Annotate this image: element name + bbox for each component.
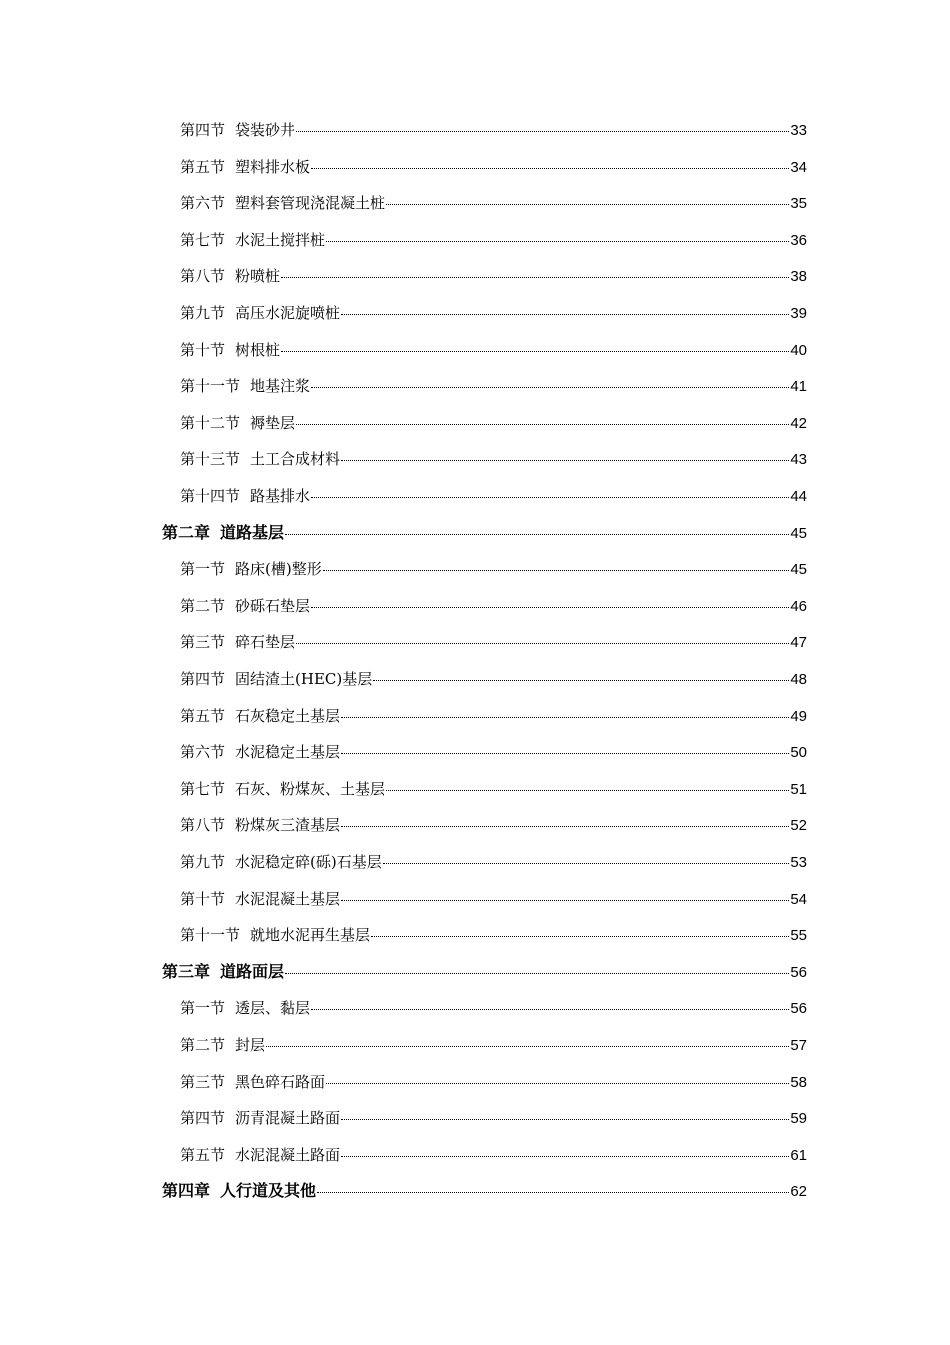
toc-entry-number: 第九节 — [180, 853, 226, 871]
toc-page-number: 44 — [790, 488, 807, 505]
toc-section-entry[interactable] — [180, 300, 807, 326]
toc-section-entry[interactable] — [180, 1105, 807, 1131]
toc-entry-number: 第十四节 — [180, 487, 241, 505]
toc-entry-title: 道路基层 — [220, 522, 285, 542]
toc-dot-leader — [311, 606, 789, 608]
toc-section-entry[interactable] — [180, 739, 807, 765]
toc-page-number: 40 — [790, 341, 807, 359]
toc-section-entry[interactable] — [180, 703, 807, 729]
toc-entry-number: 第一节 — [180, 999, 226, 1018]
toc-entry-number: 第五节 — [180, 706, 226, 725]
toc-entry-title: 人行道及其他 — [220, 1181, 317, 1201]
toc-section-entry[interactable] — [180, 849, 807, 875]
toc-section-entry[interactable] — [180, 373, 807, 399]
toc-section-entry[interactable] — [180, 886, 807, 912]
toc-entry-title: 石灰稳定土基层 — [235, 706, 341, 725]
toc-dot-leader — [326, 240, 789, 242]
toc-dot-leader — [386, 203, 789, 205]
toc-section-entry[interactable] — [180, 263, 807, 289]
toc-page-number: 34 — [790, 158, 807, 176]
toc-entry-title: 土工合成材料 — [250, 450, 341, 469]
toc-dot-leader — [341, 752, 789, 754]
toc-page-number: 39 — [790, 305, 807, 322]
toc-dot-leader — [311, 386, 789, 388]
toc-entry-number: 第十三节 — [180, 450, 241, 469]
toc-section-entry[interactable] — [180, 1069, 807, 1095]
toc-page-number: 35 — [790, 195, 807, 213]
toc-page-number: 50 — [790, 744, 807, 762]
toc-entry-number: 第六节 — [180, 743, 226, 762]
toc-dot-leader — [341, 899, 789, 901]
toc-dot-leader — [341, 1118, 789, 1120]
toc-dot-leader — [383, 862, 790, 864]
toc-entry-title: 就地水泥再生基层 — [250, 926, 371, 945]
toc-entry-number: 第七节 — [180, 779, 226, 798]
toc-dot-leader — [323, 569, 790, 571]
toc-entry-number: 第十节 — [180, 889, 226, 908]
toc-entry-number: 第八节 — [180, 267, 226, 286]
toc-entry-number: 第八节 — [180, 816, 226, 835]
toc-page-number: 36 — [790, 231, 807, 249]
toc-page-number: 54 — [790, 890, 807, 908]
toc-dot-leader — [296, 130, 789, 132]
toc-entry-title: 粉喷桩 — [235, 267, 281, 286]
toc-page-number: 49 — [790, 707, 807, 725]
toc-entry-number: 第四节 — [180, 121, 226, 139]
toc-page-number: 41 — [790, 378, 807, 396]
toc-entry-title: 树根桩 — [235, 340, 281, 359]
toc-entry-number: 第十二节 — [180, 413, 241, 432]
toc-dot-leader — [326, 1082, 789, 1084]
toc-page-number: 33 — [790, 122, 807, 139]
toc-page-number: 45 — [790, 524, 807, 542]
toc-dot-leader — [296, 423, 789, 425]
toc-entry-number: 第二节 — [180, 1036, 226, 1054]
toc-page-number: 53 — [790, 854, 807, 871]
toc-entry-number: 第四节 — [180, 670, 226, 688]
toc-entry-number: 第三节 — [180, 1072, 226, 1091]
toc-entry-title: 封层 — [235, 1036, 266, 1054]
toc-entry-title: 砂砾石垫层 — [235, 596, 311, 615]
toc-entry-title: 水泥混凝土基层 — [235, 889, 341, 908]
toc-dot-leader — [281, 350, 789, 352]
toc-page-number: 61 — [790, 1146, 807, 1164]
toc-section-entry[interactable] — [180, 995, 807, 1021]
toc-entry-title: 水泥混凝土路面 — [235, 1145, 341, 1164]
toc-section-entry[interactable] — [180, 1142, 807, 1168]
toc-page-number: 52 — [790, 817, 807, 835]
toc-dot-leader — [317, 1191, 789, 1193]
toc-entry-number: 第十节 — [180, 340, 226, 359]
toc-dot-leader — [341, 716, 789, 718]
toc-dot-leader — [341, 825, 789, 827]
toc-page-number: 56 — [790, 1000, 807, 1018]
toc-section-entry[interactable] — [180, 337, 807, 363]
toc-entry-title: 沥青混凝土路面 — [235, 1109, 341, 1128]
toc-entry-number: 第五节 — [180, 1145, 226, 1164]
toc-entry-number: 第五节 — [180, 157, 226, 176]
toc-section-entry[interactable] — [180, 410, 807, 436]
toc-section-entry[interactable] — [180, 1032, 807, 1058]
toc-section-entry[interactable] — [180, 666, 807, 692]
toc-entry-title: 路基排水 — [250, 487, 311, 505]
toc-entry-title: 粉煤灰三渣基层 — [235, 816, 341, 835]
toc-page-number: 56 — [790, 963, 807, 981]
toc-entry-title: 褥垫层 — [250, 413, 296, 432]
toc-page-number: 38 — [790, 268, 807, 286]
toc-section-entry[interactable] — [180, 812, 807, 838]
toc-entry-number: 第二章 — [162, 522, 211, 542]
toc-entry-number: 第十一节 — [180, 926, 241, 945]
toc-entry-title: 碎石垫层 — [235, 633, 296, 652]
toc-entry-title: 石灰、粉煤灰、土基层 — [235, 779, 386, 798]
toc-section-entry[interactable] — [180, 227, 807, 253]
toc-page-number: 51 — [790, 780, 807, 798]
toc-entry-title: 水泥稳定碎(砾)石基层 — [235, 853, 382, 871]
toc-entry-number: 第一节 — [180, 560, 226, 579]
toc-page-number: 62 — [790, 1183, 807, 1201]
toc-entry-number: 第二节 — [180, 596, 226, 615]
toc-entry-number: 第六节 — [180, 194, 226, 213]
toc-entry-title: 地基注浆 — [250, 377, 311, 396]
toc-dot-leader — [371, 935, 789, 937]
toc-dot-leader — [373, 679, 789, 681]
toc-dot-leader — [311, 496, 789, 498]
toc-entry-title: 高压水泥旋喷桩 — [235, 304, 341, 322]
toc-entry-title: 塑料套管现浇混凝土桩 — [235, 194, 386, 213]
toc-page-number: 48 — [790, 671, 807, 688]
toc-entry-title: 水泥稳定土基层 — [235, 743, 341, 762]
toc-entry-title: 袋装砂井 — [235, 121, 296, 139]
toc-entry-number: 第四章 — [162, 1181, 211, 1201]
toc-dot-leader — [386, 789, 789, 791]
toc-page-number: 58 — [790, 1073, 807, 1091]
toc-section-entry[interactable] — [180, 629, 807, 655]
toc-chapter-entry[interactable] — [162, 959, 807, 985]
toc-dot-leader — [311, 1008, 789, 1010]
toc-page-number: 59 — [790, 1110, 807, 1128]
toc-entry-title: 固结渣土(HEC)基层 — [235, 670, 373, 688]
toc-dot-leader — [285, 533, 789, 535]
toc-section-entry[interactable] — [180, 190, 807, 216]
toc-entry-number: 第七节 — [180, 230, 226, 249]
toc-entry-title: 黑色碎石路面 — [235, 1072, 326, 1091]
toc-section-entry[interactable] — [180, 593, 807, 619]
toc-dot-leader — [285, 972, 789, 974]
toc-page-number: 46 — [790, 597, 807, 615]
toc-entry-number: 第十一节 — [180, 377, 241, 396]
toc-page-number: 47 — [790, 634, 807, 652]
toc-entry-title: 路床(槽)整形 — [235, 560, 322, 579]
toc-section-entry[interactable] — [180, 154, 807, 180]
toc-entry-number: 第四节 — [180, 1109, 226, 1128]
toc-section-entry[interactable] — [180, 117, 807, 143]
toc-section-entry[interactable] — [180, 483, 807, 509]
toc-dot-leader — [311, 167, 789, 169]
toc-section-entry[interactable] — [180, 446, 807, 472]
toc-entry-number: 第九节 — [180, 304, 226, 322]
toc-chapter-entry[interactable] — [162, 520, 807, 546]
toc-dot-leader — [341, 313, 789, 315]
toc-dot-leader — [341, 1155, 789, 1157]
toc-section-entry[interactable] — [180, 776, 807, 802]
toc-dot-leader — [281, 276, 789, 278]
toc-dot-leader — [266, 1045, 789, 1047]
toc-entry-number: 第三节 — [180, 633, 226, 652]
toc-page-number: 57 — [790, 1037, 807, 1054]
toc-dot-leader — [341, 459, 789, 461]
toc-entry-title: 水泥土搅拌桩 — [235, 230, 326, 249]
toc-entry-number: 第三章 — [162, 961, 211, 981]
toc-page-number: 42 — [790, 414, 807, 432]
toc-page-number: 55 — [790, 927, 807, 945]
toc-chapter-entry[interactable] — [162, 1178, 807, 1204]
toc-section-entry[interactable] — [180, 922, 807, 948]
toc-entry-title: 塑料排水板 — [235, 157, 311, 176]
toc-page-number: 43 — [790, 451, 807, 469]
toc-dot-leader — [296, 642, 789, 644]
toc-page-number: 45 — [790, 561, 807, 579]
toc-entry-title: 透层、黏层 — [235, 999, 311, 1018]
toc-section-entry[interactable] — [180, 556, 807, 582]
toc-entry-title: 道路面层 — [220, 961, 285, 981]
